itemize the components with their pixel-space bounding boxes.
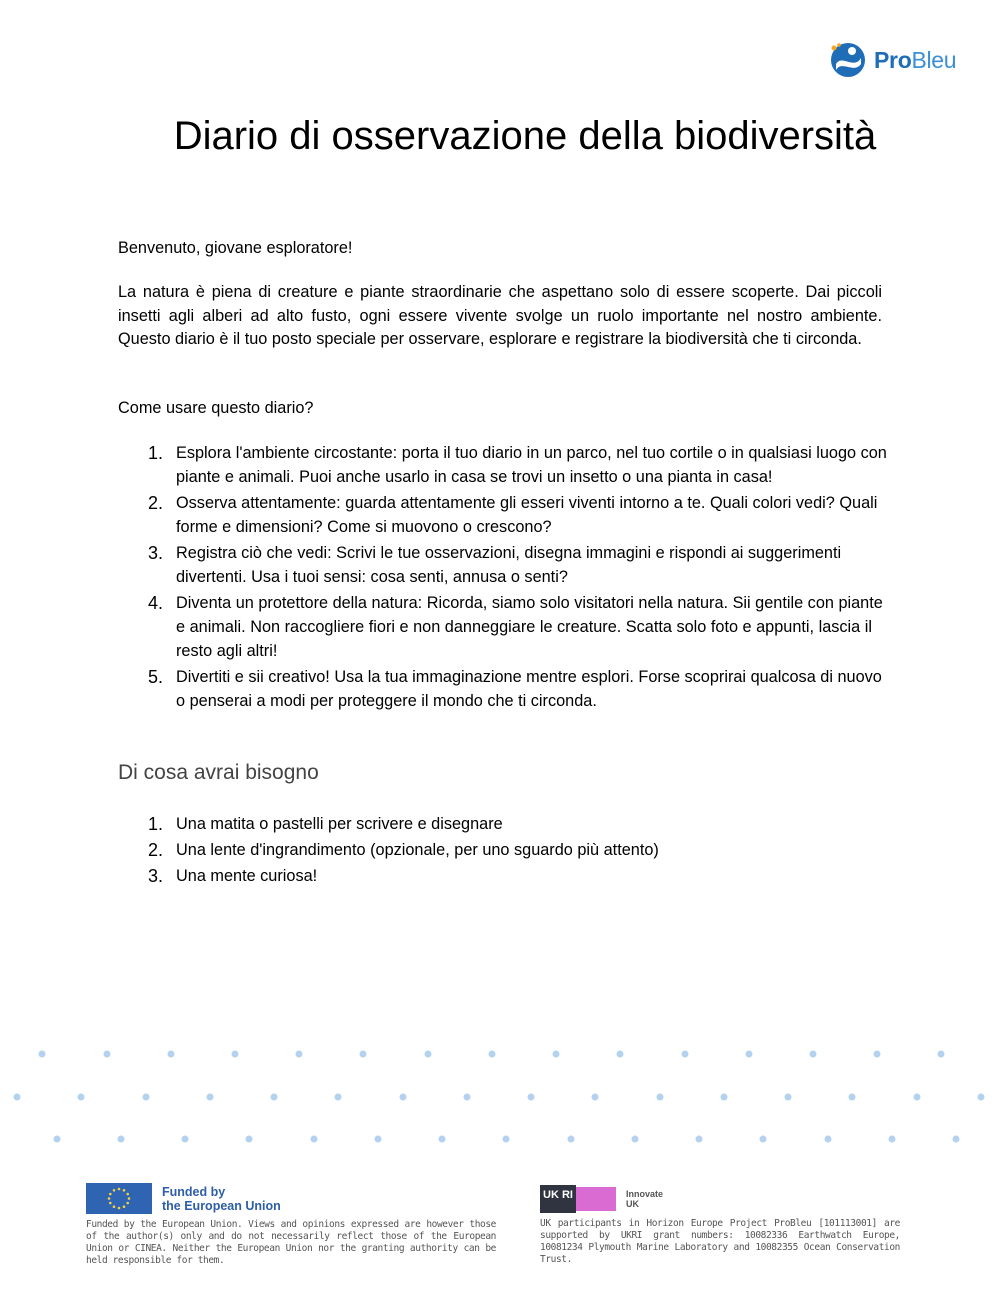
steps-list [118, 441, 888, 715]
list-item: 1. Una matita o pastelli per scrivere e disegnare [148, 814, 503, 834]
intro-paragraph: La natura è piena di creature e piante straordinarie che aspettano solo di essere scoperte. Dai piccoli insetti agli alberi ad alto fusto, ogni essere vivente svolge un ruolo importante nel nostro ambiente. Questo diario è il tuo posto speciale per osservare, esplorare e registrare la biodiversità che ti circonda. [118, 283, 882, 348]
how-to-heading: Come usare questo diario? [118, 399, 314, 417]
ukri-block [540, 1185, 900, 1266]
ukri-logo [540, 1185, 618, 1213]
probleu-wordmark: ProBleu [874, 46, 957, 73]
list-item: 4. Diventa un protettore della natura: Ricorda, siamo solo visitatori nella natura. Sii gentile con piante e animali. Non raccogliere fiori e non danneggiare le creature. Scatta solo foto e appunti, lascia il resto agli altri! [148, 593, 883, 660]
list-item: 3. Registra ciò che vedi: Scrivi le tue osservazioni, disegna immagini e rispondi ai suggerimenti divertenti. Usa i tuoi sensi: cosa senti, annusa o senti? [148, 543, 842, 586]
list-item: 5. Divertiti e sii creativo! Usa la tua immaginazione mentre esplori. Forse scoprirai qualcosa di nuovo o penserai a modi per proteggere il mondo che ti circonda. [148, 667, 882, 710]
ukri-logo-text: UK RI [543, 1189, 573, 1201]
page-title: Diario di osservazione della biodiversità [173, 114, 877, 158]
decorative-dots [0, 1040, 1000, 1150]
list-item: 1. Esplora l'ambiente circostante: porta il tuo diario in un parco, nel tuo cortile o in qualsiasi luogo con piante e animali. Puoi anche usarlo in casa se trovi un insetto o una pianta in casa! [148, 443, 887, 486]
eu-funded-label: Funded by the European Union [162, 1184, 281, 1213]
list-item: 2. Una lente d'ingrandimento (opzionale, per uno sguardo più attento) [148, 840, 659, 860]
probleu-emblem-icon [828, 40, 868, 80]
greeting-text: Benvenuto, giovane esploratore! [118, 239, 353, 257]
uk-disclaimer: UK participants in Horizon Europe Project ProBleu [101113001] are supported by UKRI grant numbers: 10082336 Earthwatch Europe, 10081234 Plymouth Marine Laboratory and 10082355 Ocean Conservation Trust. [540, 1218, 900, 1265]
needs-heading: Di cosa avrai bisogno [118, 761, 319, 784]
innovate-uk-label: Innovate UK [626, 1189, 664, 1209]
eu-disclaimer: Funded by the European Union. Views and opinions expressed are however those of the author(s) only and do not necessarily reflect those of the European Union or CINEA. Neither the European Union nor the granting authority can be held responsible for them. [86, 1219, 496, 1266]
eu-flag-icon [86, 1183, 152, 1214]
list-item: 3. Una mente curiosa! [148, 866, 318, 886]
eu-funding-block [86, 1183, 496, 1267]
probleu-logo [828, 38, 958, 82]
needs-list [118, 812, 888, 890]
list-item: 2. Osserva attentamente: guarda attentamente gli esseri viventi intorno a te. Quali colori vedi? Quali forme e dimensioni? Come si muovono o crescono? [148, 493, 878, 536]
